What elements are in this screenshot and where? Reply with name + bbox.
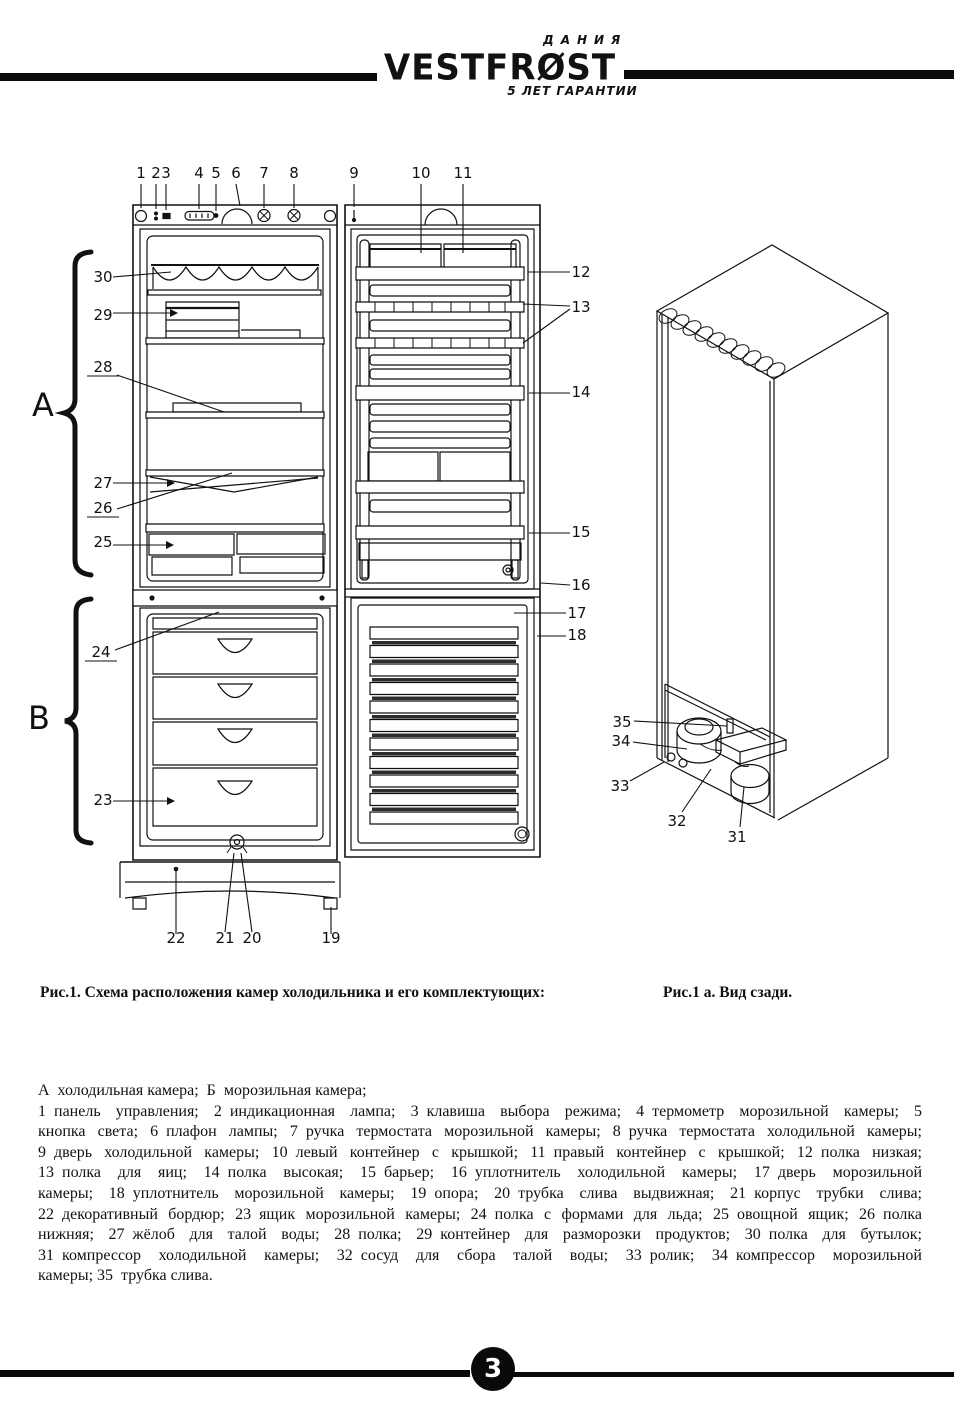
legend-line: А холодильная камера; Б морозильная камера; xyxy=(38,1082,367,1099)
footer-rule-left xyxy=(0,1370,470,1377)
callout-10: 10 xyxy=(411,164,431,182)
figure1a-caption: Рис.1 а. Вид сзади. xyxy=(663,984,793,1001)
doors-front-view xyxy=(345,205,540,857)
rear-view xyxy=(657,245,888,820)
country-label: ДАНИЯ xyxy=(543,33,628,47)
callout-24: 24 xyxy=(91,643,111,661)
callout-18: 18 xyxy=(567,626,587,644)
callout-33: 33 xyxy=(610,777,630,795)
footer-rule-right xyxy=(513,1372,954,1377)
callout-labels xyxy=(28,164,747,947)
callout-20: 20 xyxy=(242,929,262,947)
freezer-door-louvers xyxy=(370,627,518,824)
callout-2: 2 xyxy=(151,164,161,182)
callout-22: 22 xyxy=(166,929,186,947)
callout-23: 23 xyxy=(93,791,113,809)
callout-30: 30 xyxy=(93,268,113,286)
figure1-caption: Рис.1. Схема расположения камер холодильника и его комплектующих: xyxy=(40,984,545,1001)
callout-28: 28 xyxy=(93,358,113,376)
callout-14: 14 xyxy=(571,383,591,401)
callout-26: 26 xyxy=(93,499,113,517)
callout-32: 32 xyxy=(667,812,687,830)
freezer-drawers xyxy=(153,632,317,826)
legend-line: 22 декоративный бордюр; 23 ящик морозильной камеры; 24 полка с формами для льда; 25 овощной ящик; 26 полка xyxy=(38,1205,922,1223)
callout-35: 35 xyxy=(612,713,632,731)
callout-A: A xyxy=(32,386,54,424)
legend-line: кнопка света; 6 плафон лампы; 7 ручка термостата морозильной камеры; 8 ручка термостата холодильной камеры; xyxy=(38,1123,922,1141)
callout-3: 3 xyxy=(161,164,171,182)
callout-25: 25 xyxy=(93,533,113,551)
page-number-badge xyxy=(471,1347,515,1391)
callout-19: 19 xyxy=(321,929,341,947)
legend-line: 1 панель управления; 2 индикационная лампа; 3 клавиша выбора режима; 4 термометр морозильной камеры; 5 xyxy=(38,1102,922,1120)
callout-34: 34 xyxy=(611,732,631,750)
brand-logo: VESTFRØST xyxy=(383,47,617,89)
cabinet-front-view xyxy=(120,205,340,909)
legend-line: камеры; 18 уплотнитель морозильной камеры; 19 опора; 20 трубка слива выдвижная; 21 корпус трубки слива; xyxy=(38,1184,922,1202)
legend-line: 31 компрессор холодильной камеры; 32 сосуд для сбора талой воды; 33 ролик; 34 компрессор морозильной xyxy=(38,1246,922,1264)
condenser-coils xyxy=(657,306,788,380)
callout-16: 16 xyxy=(571,576,591,594)
callout-21: 21 xyxy=(215,929,235,947)
legend-line: камеры; 35 трубка слива. xyxy=(38,1267,213,1285)
warranty-label: 5 ЛЕТ ГАРАНТИИ xyxy=(507,84,638,98)
callout-5: 5 xyxy=(211,164,221,182)
legend-line: нижняя; 27 жёлоб для талой воды; 28 полка; 29 контейнер для разморозки продуктов; 30 полка для бутылок; xyxy=(38,1226,922,1244)
callout-4: 4 xyxy=(194,164,204,182)
callout-27: 27 xyxy=(93,474,113,492)
callout-7: 7 xyxy=(259,164,269,182)
callout-1: 1 xyxy=(136,164,146,182)
callout-8: 8 xyxy=(289,164,299,182)
callout-13: 13 xyxy=(571,298,591,316)
parts-legend xyxy=(38,1081,922,1287)
callout-15: 15 xyxy=(571,523,591,541)
legend-line: 9 дверь холодильной камеры; 10 левый контейнер с крышкой; 11 правый контейнер с крышкой; 12 полка низкая; xyxy=(38,1143,922,1161)
page-number: 3 xyxy=(483,1354,503,1384)
callout-9: 9 xyxy=(349,164,359,182)
callout-17: 17 xyxy=(567,604,587,622)
callout-11: 11 xyxy=(453,164,473,182)
callout-6: 6 xyxy=(231,164,241,182)
callout-B: B xyxy=(28,699,50,737)
brace-A xyxy=(64,252,91,575)
legend-line: 13 полка для яиц; 14 полка высокая; 15 барьер; 16 уплотнитель холодильной камеры; 17 дверь морозильной xyxy=(38,1164,922,1182)
callout-29: 29 xyxy=(93,306,113,324)
callout-12: 12 xyxy=(571,263,591,281)
brace-B xyxy=(65,599,91,843)
callout-31: 31 xyxy=(727,828,747,846)
